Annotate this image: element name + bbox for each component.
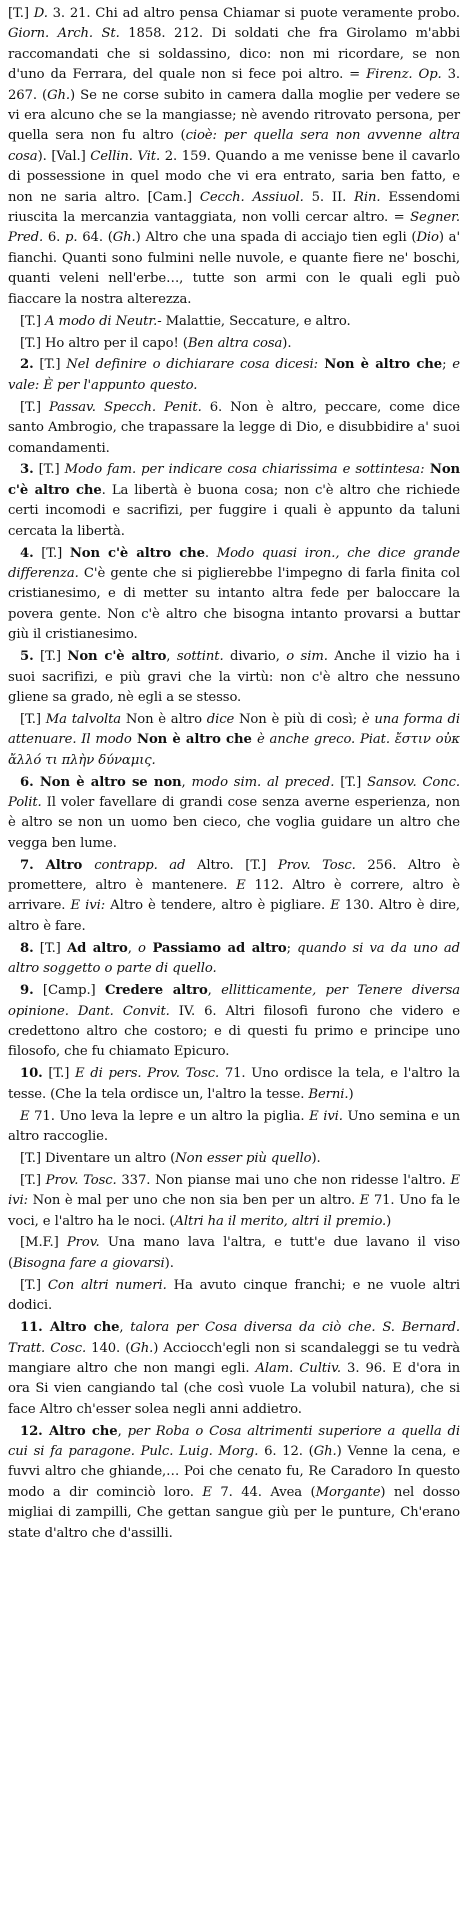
text-run: [T.] bbox=[20, 1172, 46, 1188]
text-run: , bbox=[119, 1320, 131, 1336]
entry-paragraph bbox=[8, 981, 460, 1063]
text-run: C'è gente che si piglierebbe l'impegno di farla finita col cristianesimo, e di metter su intanto altra fede per baloccare la povera gente. Non c'è altro che bisogna intanto provarsi a buttar giù il cristianesimo. bbox=[8, 565, 460, 643]
text-run: Altro che bbox=[42, 1320, 120, 1336]
text-run: [T.] bbox=[33, 462, 65, 478]
text-run: Anche il vizio ha i suoi sacrifizi, e più gravi che la virtù: non c'è altro che nessuno gliene sa grado, nè egli a se stesso. bbox=[8, 649, 461, 705]
text-run: 71. Uno ordisce la tela, e l'altro la tesse. (Che la tela ordisce un, l'altro la tesse. bbox=[8, 1066, 461, 1102]
text-run: Una mano lava l'altra, e tutt'e due lavano il viso ( bbox=[8, 1235, 460, 1271]
text-run: . La libertà è buona cosa; non c'è altro che richiede certi incomodi e sacrifizi, per fuggire i quali è appunto da taluni cercata la libertà. bbox=[8, 482, 460, 539]
text-run: 7. 44. Avea ( bbox=[211, 1484, 316, 1500]
text-run: dice bbox=[206, 711, 235, 727]
text-run: e vale: È per l'appunto questo. bbox=[8, 357, 460, 393]
text-run: 337. Non pianse mai uno che non ridesse l'altro. bbox=[116, 1172, 451, 1188]
text-run: Nel definire o dichiarare cosa dicesi: bbox=[66, 357, 319, 373]
text-run: E bbox=[20, 1108, 30, 1124]
text-run: ) Venne la cena, e fuvvi altro che ghiande,… Poi che cenato fu, Re Caradoro In questo modo a dir cominciò loro. bbox=[8, 1444, 460, 1500]
text-run: , bbox=[117, 1423, 128, 1439]
text-run: Morgante bbox=[315, 1484, 381, 1500]
text-run: E bbox=[359, 1193, 370, 1209]
text-run: ; bbox=[286, 940, 298, 956]
text-run: [T.] bbox=[42, 1066, 76, 1082]
text-run: Non è più di così; bbox=[234, 711, 362, 727]
text-run: Rin. bbox=[354, 189, 381, 205]
text-run: talora per Cosa diversa da ciò che. S. Bernard. Tratt. Cosc. bbox=[8, 1320, 460, 1356]
text-run: 3. 267. ( bbox=[8, 67, 460, 103]
text-run: E ivi: bbox=[70, 898, 106, 914]
text-run: Il voler favellare di grandi cose senza averne esperienza, non è altro se non un uomo ben cieco, che voglia guidare un altro che vegga ben lume. bbox=[8, 794, 460, 851]
entry-paragraph bbox=[8, 1276, 460, 1317]
text-run: [M.F.] bbox=[20, 1235, 67, 1251]
text-run: [T.] bbox=[33, 649, 68, 665]
text-run: [T.] Diventare un altro ( bbox=[20, 1150, 176, 1166]
entry-paragraph bbox=[8, 647, 460, 708]
text-run: E di pers. Prov. Tosc. bbox=[75, 1066, 220, 1082]
text-run: , bbox=[207, 983, 222, 999]
text-run: E ivi. bbox=[309, 1108, 343, 1124]
text-run: 6. bbox=[20, 774, 34, 790]
text-run: 5. bbox=[20, 649, 34, 665]
text-run: Prov. Tosc. bbox=[277, 857, 356, 873]
entry-paragraph bbox=[8, 856, 460, 938]
text-run: 71. Uno leva la lepre e un altro la piglia. bbox=[29, 1108, 310, 1124]
text-run: D. bbox=[33, 6, 48, 21]
text-run: ) Altro che una spada di acciajo tien egli ( bbox=[135, 230, 417, 246]
text-run: 130. Altro è dire, altro è fare. bbox=[8, 898, 461, 934]
entry-paragraph bbox=[8, 1107, 460, 1148]
text-run: 6. Non è altro, peccare, come dice santo Ambrogio, che trapassare la legge di Dio, e disubbidire a' suoi comandamenti. bbox=[8, 399, 461, 456]
text-run: o sim. bbox=[286, 649, 328, 665]
entry-paragraph bbox=[8, 710, 460, 771]
text-run: , bbox=[127, 940, 139, 956]
text-run: 6. bbox=[43, 230, 66, 246]
text-run: [T.] bbox=[20, 399, 49, 415]
text-run: è anche greco. Piat. bbox=[256, 732, 390, 748]
text-run: Gh. bbox=[47, 87, 71, 103]
text-run: divario, bbox=[223, 649, 287, 665]
text-run: [T.] bbox=[334, 774, 368, 790]
text-run: modo sim. al preced. bbox=[191, 774, 335, 790]
text-run: Non è altro che bbox=[131, 732, 257, 748]
text-run: Cellin. Vit. bbox=[90, 148, 161, 164]
text-run: 10. bbox=[20, 1066, 43, 1082]
text-run: ) bbox=[348, 1086, 354, 1102]
text-run: ). bbox=[311, 1150, 321, 1166]
entry-paragraph bbox=[8, 1318, 460, 1420]
text-run: Ad altro bbox=[66, 940, 128, 956]
text-run: ἔστιν οὐκ ἄλλό τι πλὴν δύναμις. bbox=[8, 732, 460, 768]
text-run: 2. 159. Quando a me venisse bene il cavarlo di possessione in quel modo che vi era entrato, saria ben fatto, e non ne saria altro. [Cam.] bbox=[8, 148, 460, 205]
text-run: 8. bbox=[20, 940, 34, 956]
text-run: ). bbox=[282, 335, 292, 351]
entry-paragraph bbox=[8, 939, 460, 980]
text-run: Non è altro bbox=[121, 711, 207, 727]
text-run: 7. bbox=[20, 857, 34, 873]
text-run: 71. Uno fa le voci, e l'altro ha le noci. ( bbox=[8, 1193, 461, 1229]
text-run: 9. bbox=[20, 983, 34, 999]
text-run: ). bbox=[164, 1255, 174, 1271]
text-run: Alam. Cultiv. bbox=[255, 1360, 342, 1376]
text-run: , bbox=[181, 774, 192, 790]
text-run: 2. bbox=[20, 357, 34, 373]
text-run: [T.] bbox=[20, 1277, 48, 1293]
text-run: Berni. bbox=[308, 1086, 349, 1102]
text-run: Gh. bbox=[112, 230, 136, 246]
text-run: Altro che bbox=[42, 1423, 118, 1439]
text-run: - Malattie, Seccature, e altro. bbox=[157, 313, 351, 329]
text-run: Non è altro se non bbox=[33, 774, 182, 790]
text-run: sottint. bbox=[176, 649, 224, 665]
text-run: Gh. bbox=[313, 1444, 337, 1460]
entry-paragraph bbox=[8, 398, 460, 459]
text-run: Non esser più quello bbox=[175, 1150, 312, 1166]
text-run: ). [Val.] bbox=[37, 148, 91, 164]
text-run: per Roba o Cosa altrimenti superiore a quella di cui si fa paragone. Pulc. Luig. Morg. bbox=[8, 1423, 460, 1460]
text-run: [T.] Ho altro per il capo! ( bbox=[20, 335, 188, 351]
text-run: ) bbox=[386, 1213, 392, 1229]
text-run: E bbox=[330, 898, 340, 914]
text-run: Altro è tendere, altro è pigliare. bbox=[105, 898, 331, 914]
text-run: A modo di Neutr. bbox=[45, 313, 158, 329]
text-run: Non c'è altro bbox=[67, 649, 167, 665]
text-run: Con altri numeri. bbox=[47, 1277, 167, 1293]
text-run: Passav. Specch. Penit. bbox=[48, 399, 202, 415]
text-run: Non è mal per uno che non sia ben per un altro. bbox=[27, 1193, 360, 1209]
entry-paragraph bbox=[8, 355, 460, 396]
entry-paragraph bbox=[8, 4, 460, 310]
text-run: p. bbox=[65, 230, 78, 246]
text-run: Ma talvolta bbox=[45, 711, 122, 727]
text-run: Credere altro bbox=[104, 983, 208, 999]
text-run: 12. bbox=[20, 1423, 43, 1439]
text-run: Prov. Tosc. bbox=[45, 1172, 117, 1188]
entry-paragraph bbox=[8, 544, 460, 646]
entry-paragraph bbox=[8, 1233, 460, 1274]
text-run: contrapp. ad bbox=[94, 857, 186, 873]
text-run: Gh. bbox=[130, 1340, 154, 1356]
text-run: Altro bbox=[33, 857, 95, 873]
text-run: 6. 12. ( bbox=[258, 1444, 314, 1460]
text-run: . bbox=[204, 545, 217, 561]
text-run: 1858. 212. Di soldati che fra Girolamo m'abbi raccomandati che si soldassino, dico: non mi ricordare, se non d'uno da Ferrara, del quale non si fece poi altro. = bbox=[8, 26, 461, 83]
text-run: Giorn. Arch. St. bbox=[8, 26, 120, 42]
text-run: 3. 96. E d'ora in ora Si vien cangiando tal (che così vuole La volubil natura), che si face Altro ch'esser solea negli anni addietro. bbox=[8, 1360, 460, 1417]
entry-paragraph bbox=[8, 312, 460, 332]
text-run: Ben altra cosa bbox=[187, 335, 283, 351]
text-run: [Camp.] bbox=[33, 983, 105, 999]
text-run: 3. bbox=[20, 462, 34, 478]
text-run: [T.] bbox=[33, 357, 67, 373]
text-run: è una forma di attenuare. Il modo bbox=[8, 711, 460, 748]
text-run: Passiamo ad altro bbox=[145, 940, 287, 956]
text-run: quando si va da uno ad altro soggetto o parte di quello. bbox=[8, 940, 461, 977]
text-run: [T.] bbox=[8, 6, 34, 21]
text-run: Altri ha il merito, altri il premio. bbox=[174, 1213, 387, 1229]
text-run: Modo quasi iron., che dice grande differenza. bbox=[8, 545, 461, 581]
text-run: Prov. bbox=[66, 1235, 100, 1251]
text-run: cioè: per quella sera non avvenne altra cosa bbox=[8, 128, 460, 164]
text-run: 64. ( bbox=[77, 230, 113, 246]
text-run: Modo fam. per indicare cosa chiarissima e sottintesa: bbox=[64, 462, 425, 478]
text-run: Cecch. Assiuol. bbox=[199, 189, 304, 205]
text-run: 140. ( bbox=[86, 1340, 131, 1356]
text-run: 11. bbox=[20, 1320, 43, 1336]
text-run: Non c'è altro che bbox=[8, 462, 461, 498]
text-run: Bisogna fare a giovarsi bbox=[13, 1255, 165, 1271]
text-run: E bbox=[236, 878, 246, 894]
text-run: [T.] bbox=[20, 711, 46, 727]
text-run: Altro. [T.] bbox=[185, 857, 278, 873]
text-run: ellitticamente, per Tenere diversa opinione. Dant. Convit. bbox=[8, 983, 460, 1019]
text-run: Dio bbox=[416, 230, 439, 246]
text-run: [T.] bbox=[20, 313, 46, 329]
text-run: Essendomi riuscita la mercanzia vantaggiata, non volli cercar altro. = bbox=[8, 189, 461, 226]
text-run: 112. Altro è correre, altro è arrivare. bbox=[8, 878, 460, 914]
entry-paragraph bbox=[8, 1064, 460, 1105]
text-run: o bbox=[138, 940, 146, 956]
text-run: Ha avuto cinque franchi; e ne vuole altri dodici. bbox=[8, 1277, 460, 1314]
text-run: ) Se ne corse subito in camera dalla moglie per vedere se vi era alcuno che se la mangiasse; nè avendo ritrovato persona, per quella sera non fu altro ( bbox=[8, 87, 460, 144]
dictionary-page bbox=[8, 4, 460, 1546]
text-run: IV. 6. Altri filosofi furono che videro e credettono altro che costoro; e di questi fu primo e principe uno filosofo, che fu chiamato Epicuro. bbox=[8, 1003, 460, 1060]
text-run: 4. bbox=[20, 545, 34, 561]
text-run: Sansov. Conc. Polit. bbox=[8, 774, 461, 810]
text-run: 5. II. bbox=[303, 189, 355, 205]
text-run: Firenz. Op. bbox=[366, 67, 442, 83]
entry-paragraph bbox=[8, 334, 460, 354]
text-run: Non c'è altro che bbox=[69, 545, 205, 561]
text-run: , bbox=[166, 649, 177, 665]
text-run: Segner. Pred. bbox=[8, 210, 460, 246]
text-run: Uno semina e un altro raccoglie. bbox=[8, 1108, 461, 1144]
text-run: [T.] bbox=[33, 940, 67, 956]
text-run: E ivi: bbox=[8, 1172, 461, 1209]
entry-paragraph bbox=[8, 773, 460, 855]
text-run: E bbox=[202, 1484, 212, 1500]
text-run: ) a' fianchi. Quanti sono fulmini nelle nuvole, e quante fiere ne' boschi, quanti veleni nell'erbe…, tutte son armi con le quali egli può fiaccare la nostra alterezza. bbox=[8, 230, 460, 307]
entry-paragraph bbox=[8, 1171, 460, 1232]
text-run: Non è altro che bbox=[318, 357, 443, 373]
entry-paragraph bbox=[8, 460, 460, 542]
text-run: [T.] bbox=[33, 545, 70, 561]
text-run: ; bbox=[442, 357, 453, 373]
entry-paragraph bbox=[8, 1422, 460, 1544]
entry-paragraph bbox=[8, 1149, 460, 1169]
text-run: 256. Altro è promettere, altro è mantenere. bbox=[8, 857, 461, 894]
text-run: 3. 21. Chi ad altro pensa Chiamar si puote veramente probo. bbox=[47, 6, 460, 21]
text-run: ) Acciocch'egli non si scandaleggi se tu vedrà mangiare altro che non mangi egli. bbox=[8, 1340, 461, 1376]
text-run: ) nel dosso migliai di zampilli, Che gettan sangue giù per le punture, Ch'erano state d'altro che d'assilli. bbox=[8, 1484, 460, 1541]
